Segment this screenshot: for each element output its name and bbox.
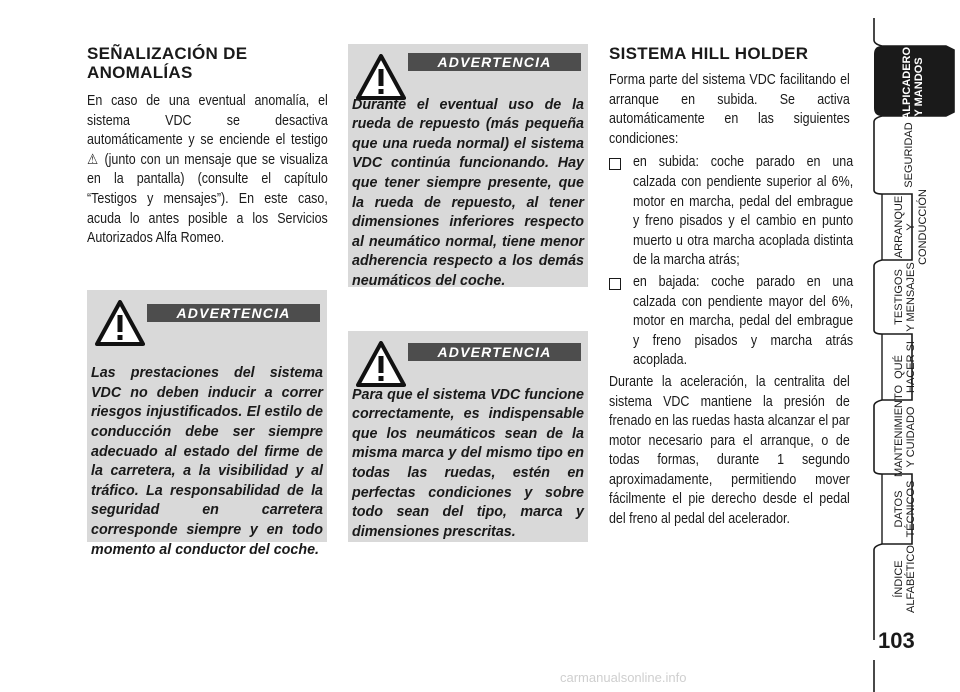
hill-holder-closing: Durante la aceleración, la centralita del sistema VDC mantiene la presión de frenado en las ruedas hasta alcanzar el par motor necesario para el arranque, o de todas formas, durante 1 segundo aproximadamente, permitiendo mover fácilmente el pie derecho desde el pedal del freno al pedal del acelerador. (609, 373, 850, 528)
nav-tab-mantenimiento[interactable]: MANTENIMIENTO Y CUIDADO (893, 384, 917, 477)
right-column (609, 44, 853, 530)
nav-tab-testigos[interactable]: TESTIGOS Y MENSAJES (893, 262, 917, 332)
warning-text (91, 325, 323, 560)
checkbox-bullet-icon (609, 278, 621, 290)
warning-text-body: Para que el sistema VDC funcione correctamente, es indispensable que los neumáticos sean de la misma marca y del mismo tipo en todas las ruedas, estén en perfectas condiciones y sobre todo sean del tipo, marca y dimensiones prescritas. (352, 386, 584, 540)
nav-tab-arranque[interactable]: ARRANQUE Y CONDUCCIÓN (893, 189, 929, 265)
warning-box-vdc-performance (87, 290, 327, 558)
nav-tab-indice[interactable]: ÍNDICE ALFABÉTICO (893, 545, 917, 613)
warning-box-tyres (348, 331, 588, 542)
warning-tag: ADVERTENCIA (408, 53, 581, 71)
warning-text (352, 76, 584, 292)
bullet-text: en subida: coche parado en una calzada con pendiente superior al 6%, motor en marcha, pedal del embrague y freno pisados y el cambio en punto muerto u otra marcha acoplada distinta de la marcha atrás; (633, 154, 854, 269)
section-title-hill-holder: SISTEMA HILL HOLDER (609, 44, 809, 63)
warning-tag: ADVERTENCIA (147, 304, 320, 322)
chapter-index-sidebar (872, 0, 960, 692)
section-title-anomalies: SEÑALIZACIÓN DE ANOMALÍAS (87, 44, 248, 82)
warning-box-spare-wheel (348, 44, 588, 287)
warning-text (352, 366, 584, 542)
nav-tab-datos[interactable]: DATOS TÉCNICOS (893, 480, 917, 538)
nav-tab-seguridad[interactable]: SEGURIDAD (903, 122, 915, 188)
bullet-text: en bajada: coche parado en una calzada con pendiente mayor del 6%, motor en marcha, pedal del embrague y freno pisados y marcha atrás acoplada. (633, 273, 854, 369)
list-item (609, 273, 853, 371)
left-column (87, 44, 327, 249)
list-item (609, 153, 853, 271)
warning-text-body: Durante el eventual uso de la rueda de repuesto (más pequeña que una rueda normal) el sistema VDC continúa funcionando. Hay que tener siempre presente, que la rueda de repuesto, al tener dimensiones inferiores respecto al neumático normal, tiene menor adherencia respecto a los demás neumáticos del coche. (352, 96, 584, 289)
watermark: carmanualsonline.info (560, 670, 687, 685)
nav-tab-que-hacer[interactable]: QUÉ HACER SI (893, 341, 917, 393)
nav-tab-salpicadero[interactable]: SALPICADERO Y MANDOS (901, 46, 925, 127)
warning-tag: ADVERTENCIA (408, 343, 581, 361)
anomalies-paragraph: En caso de una eventual anomalía, el sistema VDC se desactiva automáticamente y se enciende el testigo ⚠ (junto con un mensaje que se visualiza en la pantalla) (consulte el capítulo “Testigos y mensajes”). En este caso, acuda lo antes posible a los Servicios Autorizados Alfa Romeo. (87, 93, 328, 247)
hill-holder-intro: Forma parte del sistema VDC facilitando el arranque en subida. Se activa automáticamente en las siguientes condiciones: (609, 72, 850, 147)
warning-text-body: Las prestaciones del sistema VDC no deben inducir a correr riesgos injustificados. El estilo de conducción debe ser siempre adecuado al estado del firme de la carretera, a la visibilidad y al tráfico. La responsabilidad de la seguridad en carretera corresponde siempre y en todo momento al conductor del coche. (91, 365, 323, 558)
page-number: 103 (878, 628, 915, 653)
checkbox-bullet-icon (609, 158, 621, 170)
